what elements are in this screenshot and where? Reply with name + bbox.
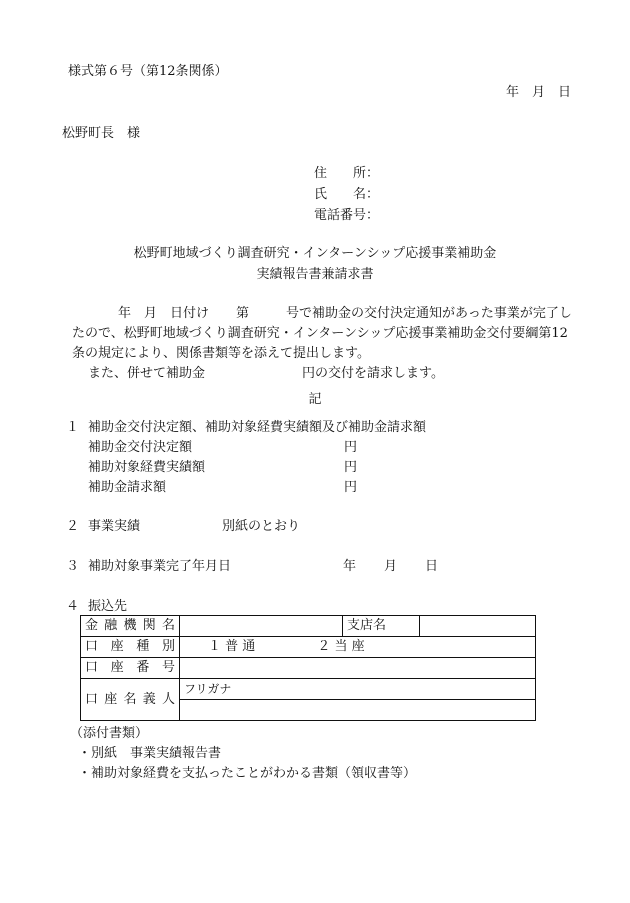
- address-label: 住 所：: [314, 166, 380, 181]
- section-3-day: 日: [425, 559, 439, 574]
- section-3-num: ３: [66, 559, 80, 574]
- section-3-year: 年: [343, 559, 357, 574]
- bank-account-table: [80, 615, 536, 721]
- body-line1-rest: 号で補助金の交付決定通知があった事業が完了し: [286, 306, 572, 321]
- branch-label: 支店名: [343, 616, 420, 637]
- furigana-field[interactable]: [180, 679, 536, 700]
- section-4-title: 振込先: [88, 599, 128, 614]
- holder-name-field[interactable]: [180, 700, 536, 721]
- body-para2-b: 円の交付を請求します。: [302, 366, 444, 381]
- s1-row-unit: 円: [344, 480, 358, 495]
- account-type-ordinary[interactable]: １ 普 通: [208, 639, 256, 655]
- s1-row-label: 補助対象経費実績額: [88, 460, 206, 475]
- form-id: 様式第６号（第12条関係）: [68, 64, 228, 79]
- branch-field[interactable]: [420, 616, 536, 637]
- section-4-num: ４: [66, 599, 80, 614]
- account-number-field[interactable]: [180, 658, 536, 679]
- section-1-title: 補助金交付決定額、補助対象経費実績額及び補助金請求額: [88, 420, 427, 435]
- institution-label: 金融機関名: [81, 616, 180, 637]
- s1-row-unit: 円: [344, 460, 358, 475]
- date-line: 年 月 日: [506, 85, 572, 100]
- section-2-value: 別紙のとおり: [222, 519, 301, 534]
- attachments-heading: （添付書類）: [70, 726, 149, 741]
- account-number-label: 口座番号: [81, 658, 180, 679]
- body-line3: 条の規定により、関係書類等を添えて提出します。: [72, 346, 370, 361]
- section-3-title: 補助対象事業完了年月日: [88, 559, 232, 574]
- body-line2: たので、松野町地域づくり調査研究・インターンシップ応援事業補助金交付要綱第12: [72, 326, 568, 341]
- s1-row-label: 補助金請求額: [88, 480, 167, 495]
- body-para2-a: また、併せて補助金: [88, 366, 206, 381]
- body-date: 年 月 日付け: [118, 306, 210, 321]
- section-1-num: １: [66, 420, 80, 435]
- institution-field[interactable]: [180, 616, 343, 637]
- account-type-field[interactable]: [180, 637, 536, 658]
- account-type-current[interactable]: ２ 当 座: [317, 639, 365, 655]
- s1-row-unit: 円: [344, 440, 358, 455]
- section-2-title: 事業実績: [88, 519, 141, 534]
- name-label: 氏 名：: [314, 187, 380, 202]
- title-line-2: 実績報告書兼請求書: [256, 267, 374, 282]
- addressee: 松野町長 様: [62, 126, 141, 141]
- section-2-num: ２: [66, 519, 80, 534]
- title-line-1: 松野町地域づくり調査研究・インターンシップ応援事業補助金: [133, 246, 497, 261]
- body-no: 第: [236, 306, 250, 321]
- furigana-label: フリガナ: [184, 682, 232, 696]
- attachment-item: ・補助対象経費を支払ったことがわかる書類（領収書等）: [78, 766, 417, 781]
- section-3-month: 月: [384, 559, 398, 574]
- s1-row-label: 補助金交付決定額: [88, 440, 193, 455]
- phone-label: 電話番号：: [314, 208, 380, 223]
- attachment-item: ・別紙 事業実績報告書: [78, 746, 222, 761]
- ki-heading: 記: [308, 392, 322, 407]
- account-type-label: 口座種別: [81, 637, 180, 658]
- holder-label: 口座名義人: [81, 679, 180, 721]
